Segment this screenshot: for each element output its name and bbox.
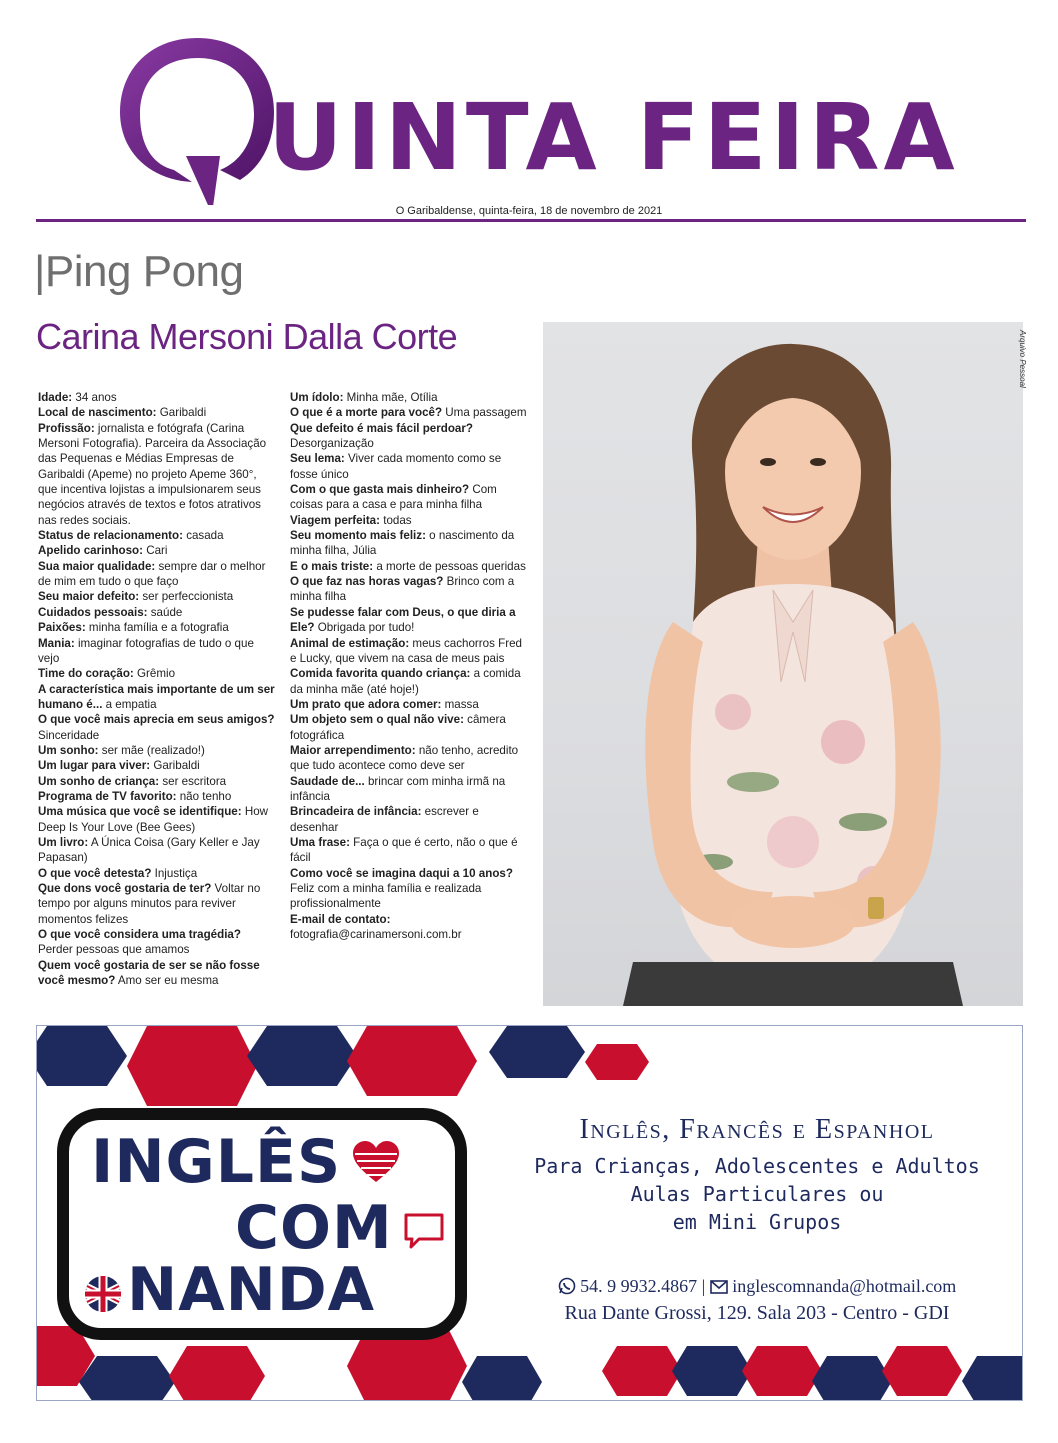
interview-item	[290, 451, 530, 482]
interview-question: Cuidados pessoais:	[38, 605, 148, 619]
ad-title: Inglês, Francês e Espanhol	[579, 1114, 935, 1145]
interview-answer: a morte de pessoas queridas	[373, 559, 526, 573]
interview-answer: casada	[182, 529, 224, 543]
interview-answer: Brinco com a minha filha	[290, 575, 515, 604]
ad-line-2: Aulas Particulares ou	[630, 1182, 884, 1206]
interview-answer: Cari	[143, 544, 168, 558]
interview-question: Seu momento mais feliz:	[290, 529, 426, 543]
interview-answer: imaginar fotografias de tudo o que vejo	[38, 636, 254, 665]
interview-item	[38, 421, 278, 528]
interview-question: Programa de TV favorito:	[38, 789, 177, 803]
interview-item	[290, 912, 530, 943]
photo-credit: Arquivo Pessoal	[1018, 330, 1027, 388]
interview-answer: Grêmio	[133, 667, 176, 681]
interview-question: Um sonho de criança:	[38, 774, 160, 788]
interview-answer: brincar com minha irmã na infância	[290, 774, 506, 803]
interview-answer: Garibaldi	[150, 759, 200, 773]
interview-question: Se pudesse falar com Deus, o que diria a Ele?	[290, 605, 516, 635]
interview-answer: Faça o que é certo, não o que é fácil	[290, 835, 518, 865]
interview-question: Animal de estimação:	[290, 636, 410, 650]
envelope-icon	[710, 1280, 728, 1294]
interview-item	[38, 390, 278, 405]
interview-item	[38, 405, 278, 420]
interview-answer: Voltar no tempo por alguns minutos para reviver momentos felizes	[38, 882, 261, 926]
interview-item	[290, 866, 530, 912]
interview-question: E-mail de contato:	[290, 912, 391, 926]
interview-item	[38, 743, 278, 758]
interview-answer: todas	[380, 513, 412, 527]
interview-question: Time do coração:	[38, 667, 134, 681]
section-label: |Ping Pong	[34, 247, 244, 296]
interview-question: Um prato que adora comer:	[290, 697, 442, 711]
interview-question: Quem você gostaria de ser se não fosse você mesmo?	[38, 958, 260, 988]
interview-question: Paixões:	[38, 621, 86, 635]
interview-question: Com o que gasta mais dinheiro?	[290, 483, 470, 497]
interview-item	[38, 804, 278, 835]
masthead-title-rest: UINTA FEIRA	[268, 84, 959, 191]
interview-item	[38, 559, 278, 590]
interview-column-1	[38, 390, 278, 988]
interview-item	[290, 390, 530, 405]
interview-answer: câmera fotográfica	[290, 713, 506, 742]
interview-item	[290, 559, 530, 574]
masthead-rule	[36, 219, 1026, 222]
interview-question: Como você se imagina daqui a 10 anos?	[290, 866, 513, 880]
interview-item	[38, 528, 278, 543]
interview-item	[290, 835, 530, 866]
interview-answer: saúde	[147, 605, 183, 619]
portrait-photo	[543, 322, 1023, 1006]
interview-question: Brincadeira de infância:	[290, 805, 422, 819]
interview-answer: Desorganização	[290, 437, 374, 451]
ad-address: Rua Dante Grossi, 129. Sala 203 - Centro - GDI	[564, 1302, 950, 1324]
interview-item	[38, 881, 278, 927]
interview-answer: Injustiça	[151, 866, 198, 880]
interview-item	[38, 958, 278, 989]
interview-question: Seu lema:	[290, 452, 345, 466]
interview-answer: A Única Coisa (Gary Keller e Jay Papasan)	[38, 835, 260, 865]
interview-item	[38, 758, 278, 773]
interview-question: Profissão:	[38, 421, 95, 435]
interview-answer: Perder pessoas que amamos	[38, 943, 190, 957]
interview-answer: sempre dar o melhor de mim em tudo o que faço	[38, 559, 266, 589]
interview-answer: a empatia	[102, 697, 157, 711]
interview-item	[38, 774, 278, 789]
interview-question: E o mais triste:	[290, 559, 374, 573]
interview-item	[290, 636, 530, 667]
ad-separator: |	[701, 1276, 706, 1296]
interview-question: O que é a morte para você?	[290, 406, 443, 420]
ad-email[interactable]: inglescomnanda@hotmail.com	[732, 1276, 957, 1296]
interview-question: O que você detesta?	[38, 866, 152, 880]
interview-answer: Com coisas para a casa e para minha filha	[290, 483, 497, 512]
ad-contact-line	[477, 1276, 1023, 1297]
interview-question: Uma música que você se identifique:	[38, 805, 242, 819]
logo-line-1: INGLÊS	[91, 1127, 342, 1197]
interview-question: Um ídolo:	[290, 391, 344, 404]
logo-line-2: COM	[235, 1193, 393, 1263]
interview-answer: não tenho, acredito que tudo acontece como deve ser	[290, 743, 519, 773]
interview-answer: ser perfeccionista	[139, 590, 234, 604]
interview-answer: Feliz com a minha família e realizada profissionalmente	[290, 882, 482, 911]
interview-item	[38, 789, 278, 804]
interview-answer: minha família e a fotografia	[85, 621, 229, 635]
interview-item	[290, 666, 530, 697]
interview-question: O que faz nas horas vagas?	[290, 575, 444, 589]
interview-answer: a comida da minha mãe (até hoje!)	[290, 667, 521, 696]
interview-question: Que defeito é mais fácil perdoar?	[290, 421, 473, 435]
ad-line-1: Para Crianças, Adolescentes e Adultos	[534, 1154, 980, 1178]
interview-item	[290, 712, 530, 743]
interview-question: Um livro:	[38, 835, 89, 849]
interview-item	[38, 543, 278, 558]
interview-question: Saudade de...	[290, 774, 365, 788]
portrait-illustration	[543, 322, 1023, 1006]
interview-question: Seu maior defeito:	[38, 590, 140, 604]
interview-answer: Uma passagem	[442, 406, 527, 420]
interview-answer: Obrigada por tudo!	[314, 621, 415, 635]
interview-answer: ser escritora	[159, 774, 227, 788]
interview-item	[38, 666, 278, 681]
logo-line-3: NANDA	[127, 1255, 376, 1325]
interview-answer: Amo ser eu mesma	[115, 974, 219, 988]
uk-flag-icon	[83, 1274, 123, 1314]
interview-question: Viagem perfeita:	[290, 513, 380, 527]
interview-answer: Sinceridade	[38, 728, 100, 742]
interview-item	[38, 712, 278, 743]
interview-item	[290, 774, 530, 805]
interview-question: O que você considera uma tragédia?	[38, 928, 241, 942]
interview-item	[290, 421, 530, 452]
interview-question: Status de relacionamento:	[38, 529, 183, 543]
interview-answer: Viver cada momento como se fosse único	[290, 452, 502, 481]
interview-question: Uma frase:	[290, 835, 350, 849]
interview-item	[290, 743, 530, 774]
interview-item	[38, 605, 278, 620]
interview-item	[38, 866, 278, 881]
interview-answer: 34 anos	[72, 391, 117, 404]
masthead-title	[268, 84, 959, 191]
interview-item	[290, 697, 530, 712]
interview-answer: ser mãe (realizado!)	[98, 743, 205, 757]
interview-item	[290, 513, 530, 528]
interview-answer: não tenho	[176, 789, 232, 803]
ad-line-3: em Mini Grupos	[672, 1210, 842, 1234]
interview-question: Que dons você gostaria de ter?	[38, 882, 212, 895]
interview-answer: jornalista e fotógrafa (Carina Mersoni Fotografia). Parceira da Associação das Pequenas e Médias Empresas de Garibaldi (Apeme) no projeto Apeme 360°, que incentiva lojistas a impulsionarem seus negócios através de textos e fotos atrativos nas redes sociais.	[38, 421, 267, 527]
heart-icon	[351, 1140, 401, 1184]
interview-item	[290, 528, 530, 559]
interview-item	[290, 804, 530, 835]
interview-item	[38, 682, 278, 713]
interview-question: Comida favorita quando criança:	[290, 667, 471, 681]
interview-item	[290, 405, 530, 420]
interview-item	[38, 927, 278, 958]
interview-question: Mania:	[38, 636, 75, 650]
interview-question: Um lugar para viver:	[38, 759, 151, 773]
interview-question: Um sonho:	[38, 743, 99, 757]
masthead	[0, 0, 1058, 230]
interview-answer: o nascimento da minha filha, Júlia	[290, 529, 515, 558]
interview-item	[38, 636, 278, 667]
interview-question: Local de nascimento:	[38, 406, 157, 420]
interview-answer: meus cachorros Fred e Lucky, que vivem na casa de meus pais	[290, 636, 522, 665]
whatsapp-icon	[558, 1277, 576, 1295]
masthead-q-logo	[112, 30, 282, 205]
interview-answer: massa	[441, 697, 479, 711]
interview-answer: fotografia@carinamersoni.com.br	[290, 928, 462, 942]
speech-bubble-icon	[403, 1212, 445, 1250]
interview-answer: Garibaldi	[156, 406, 207, 420]
interview-question: Idade:	[38, 391, 73, 404]
interview-question: A característica mais importante de um ser humano é...	[38, 682, 275, 711]
interview-item	[38, 589, 278, 604]
advertisement	[36, 1025, 1023, 1401]
interview-item	[290, 482, 530, 513]
ad-phone[interactable]: 54. 9 9932.4867	[580, 1276, 698, 1296]
ingles-com-nanda-logo	[57, 1108, 467, 1340]
interview-item	[290, 605, 530, 636]
interview-question: Maior arrependimento:	[290, 743, 416, 757]
interview-item	[38, 620, 278, 635]
interview-item	[38, 835, 278, 866]
interview-column-2	[290, 390, 530, 942]
interview-answer: escrever e desenhar	[290, 805, 479, 834]
interview-answer: Minha mãe, Otília	[343, 391, 438, 404]
interview-item	[290, 574, 530, 605]
interviewee-name: Carina Mersoni Dalla Corte	[36, 316, 458, 357]
interview-question: Sua maior qualidade:	[38, 559, 156, 573]
interview-question: Apelido carinhoso:	[38, 544, 143, 558]
interview-question: O que você mais aprecia em seus amigos?	[38, 713, 275, 727]
masthead-date: O Garibaldense, quinta-feira, 18 de novembro de 2021	[0, 205, 1058, 217]
interview-answer: How Deep Is Your Love (Bee Gees)	[38, 805, 269, 834]
interview-question: Um objeto sem o qual não vive:	[290, 713, 464, 727]
